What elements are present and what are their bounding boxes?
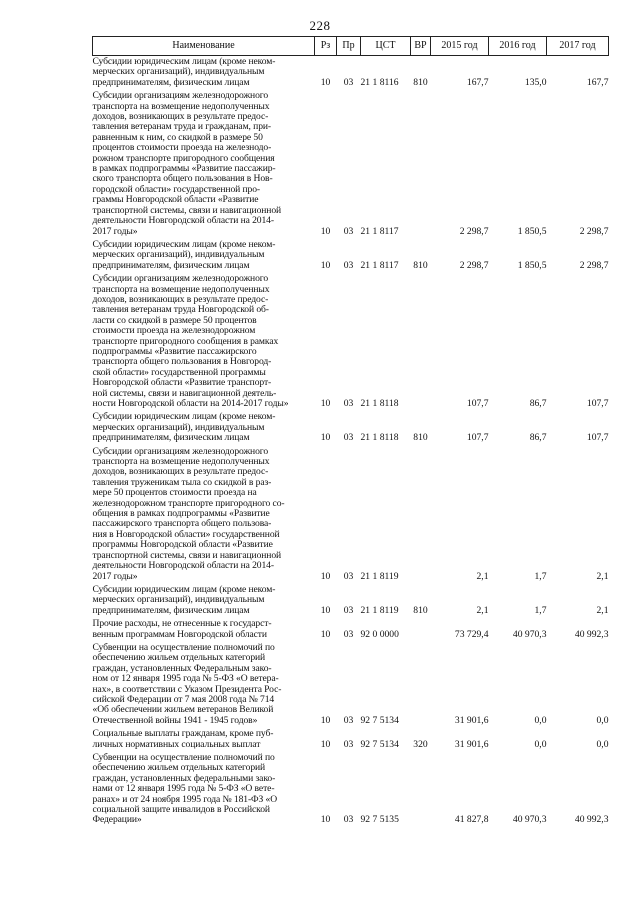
- cell-y2017: 2 298,7: [579, 225, 609, 237]
- cell-name: Социальные выплаты гражданам, кроме пуб- личных нормативных социальных выплат: [92, 728, 274, 750]
- cell-cst: 21 1 8117: [360, 259, 399, 271]
- cell-vr: [411, 752, 431, 828]
- cell-cst: 21 1 8119: [360, 604, 399, 616]
- cell-cst: 92 7 5134: [360, 738, 399, 750]
- header-2016: 2016 год: [489, 37, 547, 56]
- cell-y2015: 107,7: [466, 398, 489, 409]
- cell-name: Субсидии юридическим лицам (кроме неком- мерческих организаций), индивидуальным предпринимателям, физическим лицам: [92, 411, 276, 444]
- cell-cst: 92 7 5134: [360, 714, 399, 726]
- budget-table: [92, 36, 609, 828]
- cell-y2017: 40 992,3: [574, 628, 609, 640]
- header-2017: 2017 год: [547, 37, 609, 56]
- cell-rz: 10: [320, 432, 331, 444]
- table-row: [93, 728, 609, 752]
- cell-name: Субсидии юридическим лицам (кроме неком- мерческих организаций), индивидуальным предпринимателям, физическим лицам: [92, 583, 276, 616]
- table-row: [93, 239, 609, 273]
- cell-y2017: 2,1: [596, 604, 609, 616]
- cell-pr: 03: [343, 714, 354, 726]
- cell-name: Субсидии юридическим лицам (кроме неком- мерческих организаций), индивидуальным предпринимателям, физическим лицам: [92, 56, 276, 88]
- header-pr: Пр: [337, 37, 361, 56]
- cell-y2017: 2 298,7: [579, 259, 609, 271]
- cell-cst: 92 7 5135: [360, 814, 399, 826]
- cell-y2017: 107,7: [586, 398, 609, 409]
- page-number: 228: [309, 18, 331, 33]
- cell-vr: 810: [413, 432, 428, 444]
- cell-rz: 10: [320, 604, 331, 616]
- cell-y2016: 40 970,3: [512, 628, 547, 640]
- cell-y2015: 31 901,6: [454, 714, 489, 726]
- cell-name: Субсидии организациям железнодорожного транспорта на возмещение недополученных доходов, возникающих в результате предос- тавления ветеранам труда и гражданам, при- равненным к ним, со скидкой в размере 50 процентов стоимости проезда на железнодо- рожном транспорте пригородного сообщения в рамках подпрограммы «Развитие пассажир- ского транспорта общего пользования в Нов- городской области» государственной про- граммы Новгородской области «Развитие транспортной системы, связи и навигационной деятельности Новгородской области на 2014- 2017 годы»: [92, 90, 282, 237]
- cell-y2016: 86,7: [529, 432, 547, 444]
- cell-cst: 21 1 8117: [360, 225, 399, 237]
- cell-name: Субсидии организациям железнодорожного транспорта на возмещение недополученных доходов, возникающих в результате предос- тавления труженикам тыла со скидкой в раз- мере 50 процентов стоимости проезда на железнодорожном транспорте пригородного со- общения в рамках подпрограммы «Развитие пассажирского транспорта общего пользова- ния в Новгородской области» государственной программы Новгородской области «Развитие транспортной системы, связи и навигационной деятельности Новгородской области на 2014- 2017 годы»: [92, 445, 285, 582]
- cell-y2015: 167,7: [466, 76, 489, 88]
- cell-cst: 21 1 8118: [360, 398, 399, 409]
- cell-pr: 03: [343, 604, 354, 616]
- cell-name: Субвенции на осуществление полномочий по обеспечению жильем отдельных категорий граждан, установленных федеральными зако- нами от 12 января 1995 года № 5-ФЗ «О вете- ранах» и от 24 ноября 1995 года № 181-ФЗ «О социальной защите инвалидов в Российской Федерации»: [92, 752, 278, 826]
- cell-rz: 10: [320, 398, 331, 409]
- cell-name: Субсидии юридическим лицам (кроме неком- мерческих организаций), индивидуальным предпринимателям, физическим лицам: [92, 238, 276, 271]
- table-row: [93, 642, 609, 728]
- table-row: [93, 752, 609, 828]
- cell-y2016: 0,0: [534, 714, 547, 726]
- cell-pr: 03: [343, 259, 354, 271]
- cell-vr: 810: [413, 259, 428, 271]
- cell-vr: 320: [413, 738, 428, 750]
- cell-y2016: 0,0: [534, 738, 547, 750]
- cell-y2017: 0,0: [596, 714, 609, 726]
- cell-cst: 21 1 8119: [360, 570, 399, 582]
- cell-y2016: 135,0: [524, 76, 547, 88]
- cell-rz: 10: [320, 225, 331, 237]
- header-rz: Рз: [315, 37, 337, 56]
- cell-y2016: 86,7: [529, 398, 547, 409]
- cell-y2017: 167,7: [586, 76, 609, 88]
- cell-vr: [411, 642, 431, 728]
- table-row: [93, 411, 609, 445]
- table-row: [93, 584, 609, 618]
- cell-rz: 10: [320, 570, 331, 582]
- table-row: [93, 446, 609, 584]
- cell-rz: 10: [320, 76, 331, 88]
- cell-y2015: 2 298,7: [459, 225, 489, 237]
- cell-vr: 810: [413, 604, 428, 616]
- cell-rz: 10: [320, 714, 331, 726]
- cell-y2016: 1 850,5: [517, 225, 547, 237]
- header-cst: ЦСТ: [361, 37, 411, 56]
- cell-rz: 10: [320, 628, 331, 640]
- cell-y2015: 2,1: [476, 604, 489, 616]
- cell-y2016: 1 850,5: [517, 259, 547, 271]
- cell-pr: 03: [343, 398, 354, 409]
- table-row: [93, 56, 609, 91]
- table-header-row: [93, 37, 609, 56]
- cell-y2015: 31 901,6: [454, 738, 489, 750]
- cell-y2015: 73 729,4: [454, 628, 489, 640]
- cell-y2017: 40 992,3: [574, 814, 609, 826]
- cell-cst: 92 0 0000: [360, 628, 399, 640]
- cell-y2016: 1,7: [534, 570, 547, 582]
- header-vr: ВР: [411, 37, 431, 56]
- header-2015: 2015 год: [431, 37, 489, 56]
- cell-pr: 03: [343, 814, 354, 826]
- cell-y2015: 41 827,8: [454, 814, 489, 826]
- table-row: [93, 273, 609, 411]
- cell-pr: 03: [343, 738, 354, 750]
- cell-vr: [411, 618, 431, 642]
- cell-vr: 810: [413, 76, 428, 88]
- cell-y2017: 107,7: [586, 432, 609, 444]
- cell-rz: 10: [320, 738, 331, 750]
- cell-pr: 03: [343, 76, 354, 88]
- cell-pr: 03: [343, 225, 354, 237]
- table-body: [93, 56, 609, 828]
- cell-y2016: 1,7: [534, 604, 547, 616]
- cell-pr: 03: [343, 570, 354, 582]
- header-name: Наименование: [93, 37, 315, 56]
- cell-name: Прочие расходы, не отнесенные к государст- венным программам Новгородской области: [92, 618, 272, 640]
- cell-y2015: 2,1: [476, 570, 489, 582]
- cell-vr: [411, 273, 431, 411]
- cell-cst: 21 1 8118: [360, 432, 399, 444]
- table-row: [93, 618, 609, 642]
- cell-y2017: 2,1: [596, 570, 609, 582]
- cell-pr: 03: [343, 432, 354, 444]
- cell-rz: 10: [320, 259, 331, 271]
- cell-name: Субвенции на осуществление полномочий по обеспечению жильем отдельных категорий граждан, установленных Федеральным зако- ном от 12 января 1995 года № 5-ФЗ «О ветера- нах», в соответствии с Указом Президента Рос- сийской Федерации от 7 мая 2008 года № 714 «Об обеспечении жильем ветеранов Великой Отечественной войны 1941 - 1945 годов»: [92, 641, 282, 726]
- cell-vr: [411, 446, 431, 584]
- cell-y2015: 2 298,7: [459, 259, 489, 271]
- table-row: [93, 90, 609, 239]
- cell-vr: [411, 90, 431, 239]
- cell-y2016: 40 970,3: [512, 814, 547, 826]
- cell-rz: 10: [320, 814, 331, 826]
- cell-cst: 21 1 8116: [360, 76, 399, 88]
- cell-pr: 03: [343, 628, 354, 640]
- cell-y2015: 107,7: [466, 432, 489, 444]
- cell-name: Субсидии организациям железнодорожного транспорта на возмещение недополученных доходов, возникающих в результате предос- тавления ветеранам труда Новгородской об- ласти со скидкой в размере 50 процентов стоимости проезда на железнодорожном транспорте пригородного сообщения в рамках подпрограммы «Развитие пассажирского транспорта общего пользования в Новгород- ской области» государственной программы Новгородской области «Развитие транспорт- ной системы, связи и навигационной деятель- ности Новгородской области на 2014-2017 годы»: [92, 273, 289, 409]
- cell-y2017: 0,0: [596, 738, 609, 750]
